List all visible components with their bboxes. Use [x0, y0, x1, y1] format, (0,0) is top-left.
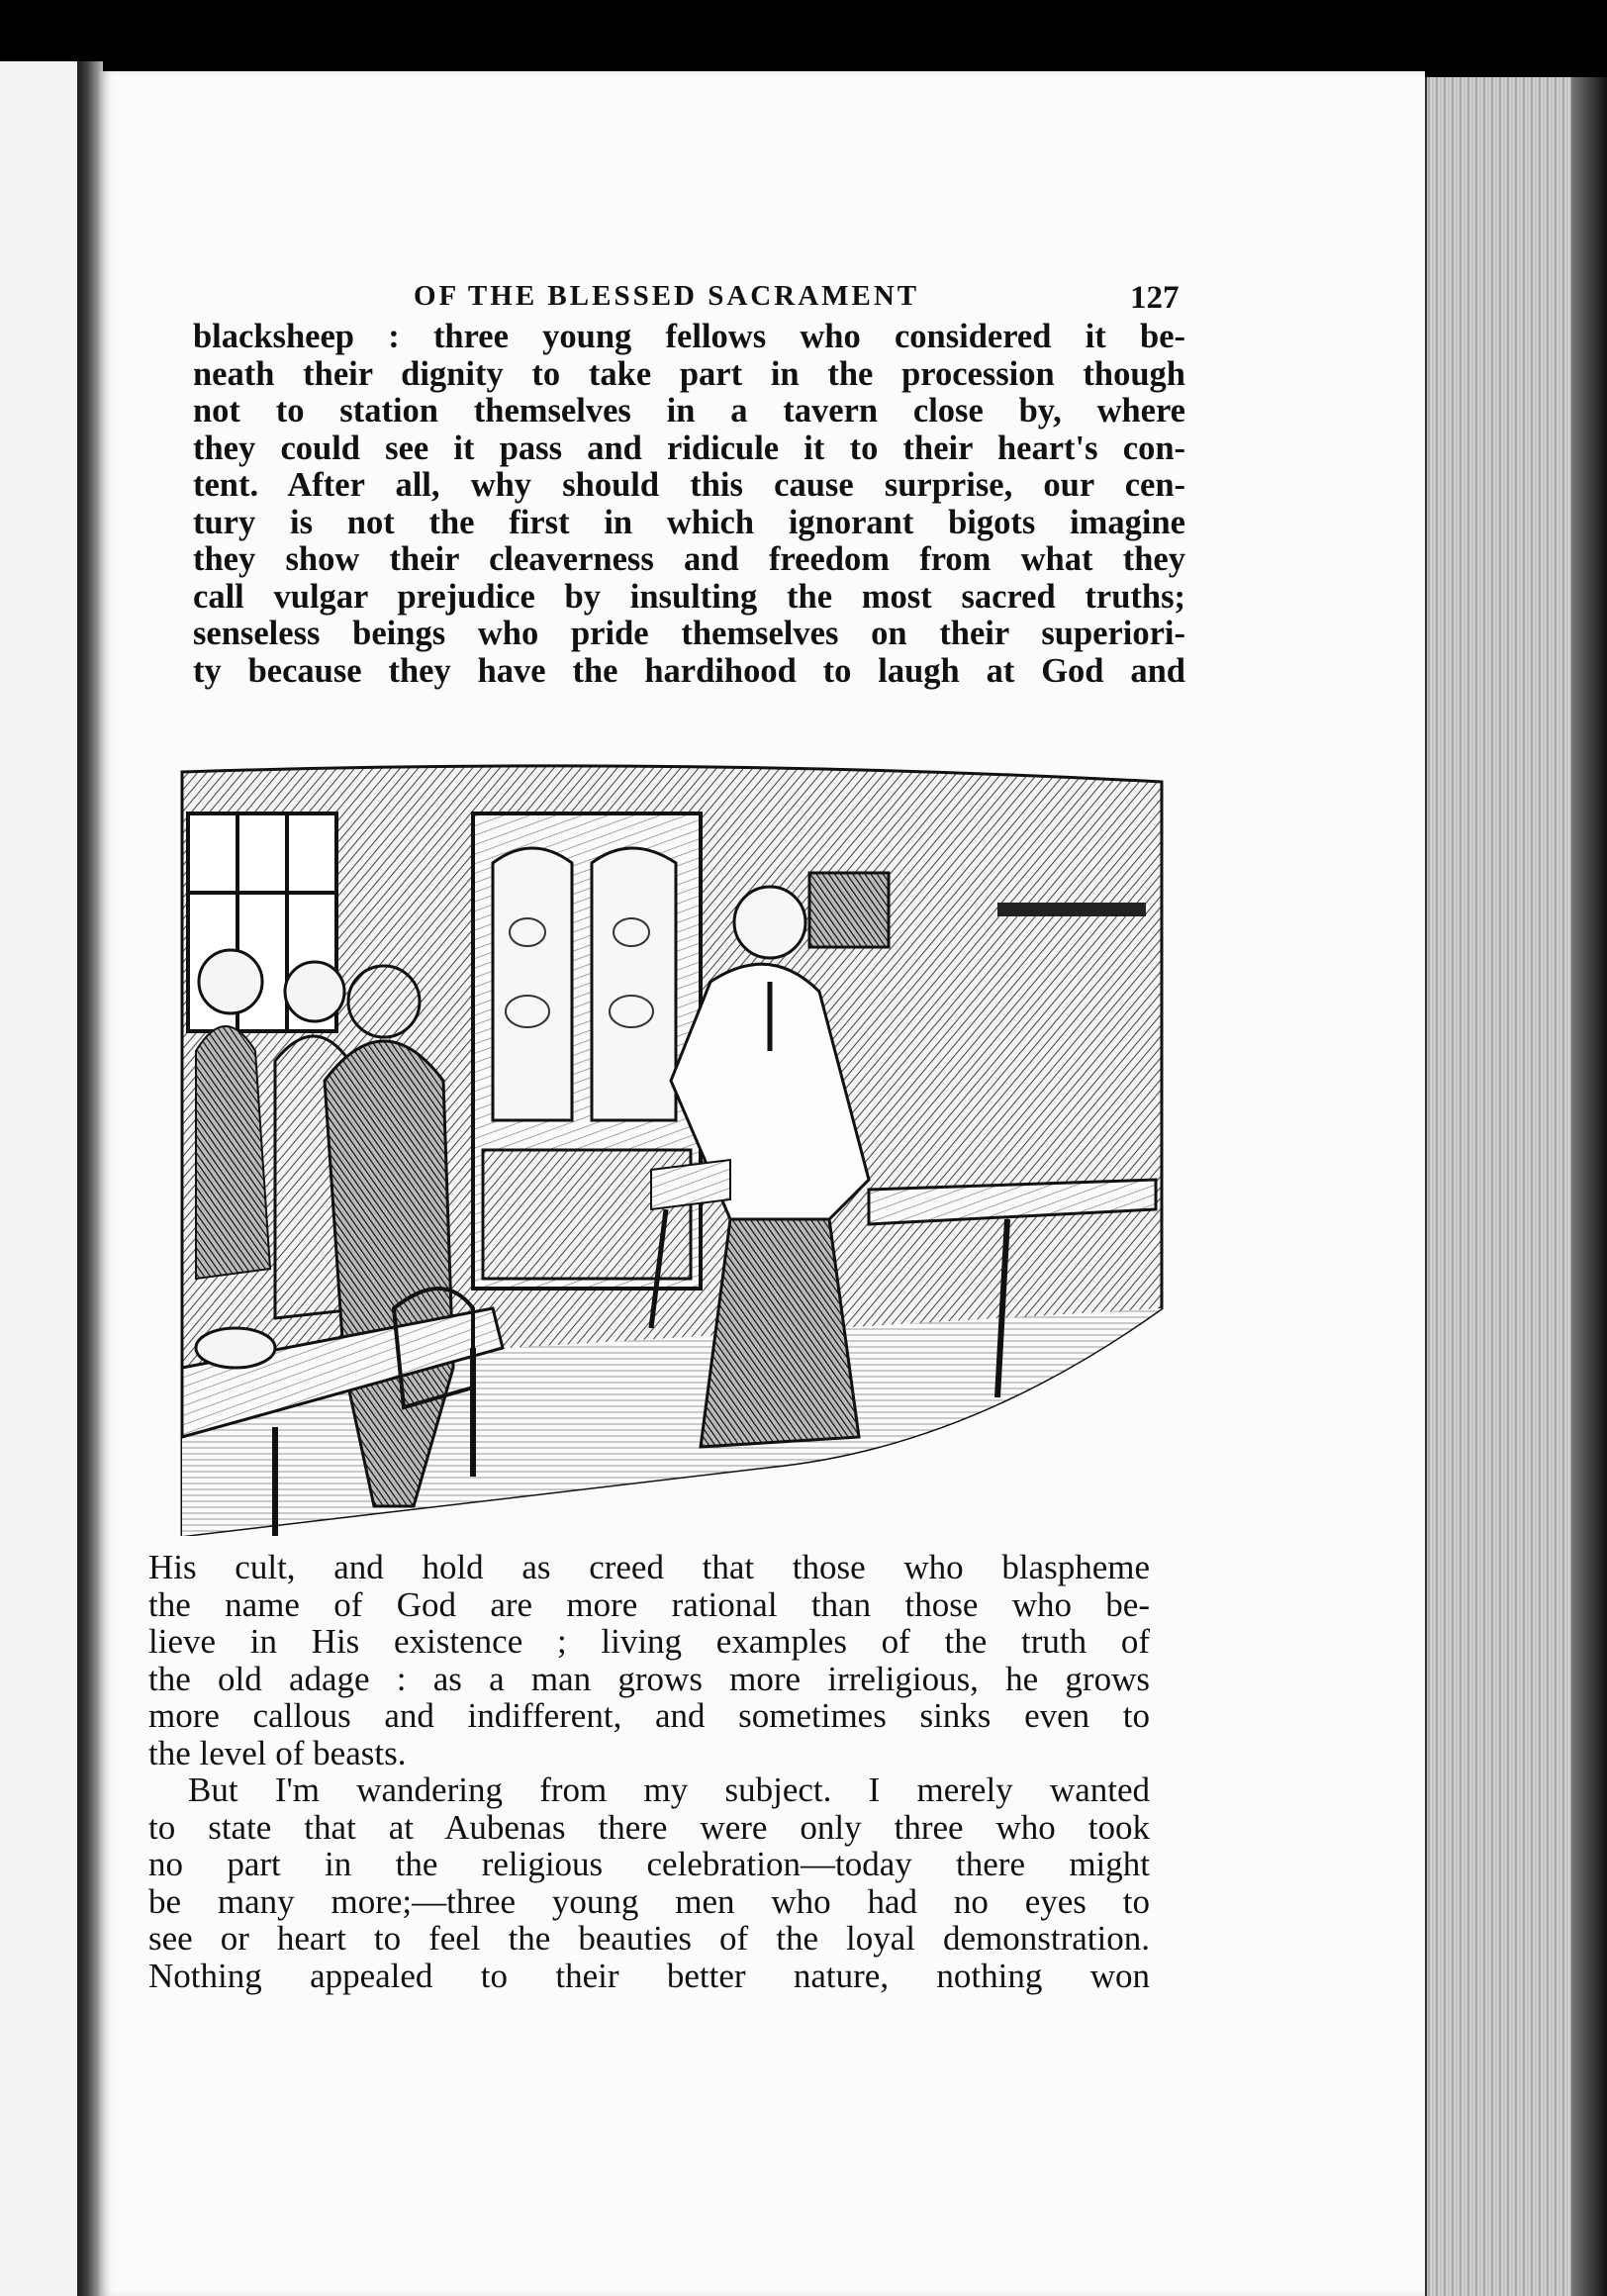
text-line: not to station themselves in a tavern close by, where [193, 392, 1185, 430]
page-fore-edges [1423, 77, 1575, 2296]
text-line: the name of God are more rational than those who be- [148, 1584, 1150, 1624]
text-line: they could see it pass and ridicule it to their heart's con- [193, 429, 1185, 467]
facing-page-edge [0, 61, 80, 2296]
text-line: the level of beasts. [148, 1733, 407, 1772]
text-line: the old adage : as a man grows more irreligious, he grows [148, 1659, 1150, 1698]
page-edges-shadow [1571, 77, 1607, 2296]
page-number: 127 [1130, 280, 1180, 316]
text-line: senseless beings who pride themselves on their superiori- [193, 615, 1185, 652]
text-line: His cult, and hold as creed that those who blaspheme [148, 1548, 1150, 1586]
text-line: Nothing appealed to their better nature, nothing won [148, 1956, 1150, 1995]
text-line: call vulgar prejudice by insulting the most sacred truths; [193, 577, 1185, 616]
text-line: to state that at Aubenas there were only three who took [148, 1807, 1150, 1847]
text-line: lieve in His existence ; living examples of the truth of [148, 1622, 1150, 1661]
text-line: be many more;—three young men who had no eyes to [148, 1881, 1150, 1921]
text-line: they show their cleaverness and freedom from what they [193, 540, 1185, 578]
top-paragraph [193, 319, 1185, 690]
text-line: no part in the religious celebration—today there might [148, 1845, 1150, 1883]
text-line: see or heart to feel the beauties of the loyal demonstration. [148, 1919, 1150, 1958]
text-line: blacksheep : three young fellows who considered it be- [193, 318, 1185, 355]
text-line: But I'm wandering from my subject. I merely wanted [188, 1770, 1150, 1809]
tavern-engraving-illustration [176, 754, 1166, 1536]
text-line: more callous and indifferent, and sometimes sinks even to [148, 1696, 1150, 1735]
text-line: ty because they have the hardihood to laugh at God and [193, 651, 1185, 690]
text-line: neath their dignity to take part in the procession though [193, 354, 1185, 393]
text-line: tury is not the first in which ignorant bigots imagine [193, 503, 1185, 541]
text-line: tent. After all, why should this cause surprise, our cen- [193, 466, 1185, 504]
running-head: OF THE BLESSED SACRAMENT [414, 280, 920, 312]
bottom-paragraphs [148, 1549, 1150, 1994]
